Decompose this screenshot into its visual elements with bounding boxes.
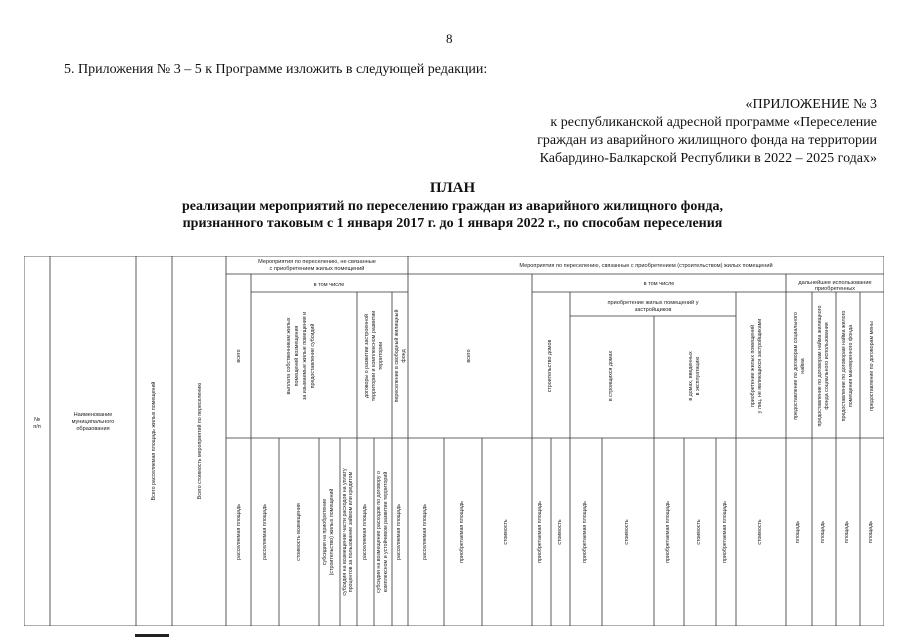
unit-label: стоимость [557, 519, 563, 545]
group-a-sub3: переселение в свободный жилищный [394, 309, 400, 403]
group-b-acq-nondeveloper: у лиц, не являющихся застройщиками [757, 318, 763, 414]
col-total-area-label: Всего расселяемая площадь жилых помещений [151, 381, 157, 501]
group-b-vsego: всего [466, 349, 472, 363]
unit-label: расселяемая площадь [422, 504, 428, 560]
group-a-sub1: за изымаемые жилые помещения и [302, 311, 308, 401]
col-total-cost-label: Всего стоимость мероприятий по переселению [197, 382, 203, 500]
further-social-use-fund: предоставление по договорам найма жилищного [817, 305, 823, 427]
unit-label: субсидия на приобретение [322, 498, 328, 566]
appendix-line: к республиканской адресной программе «Переселение [550, 115, 877, 130]
group-b-construction: строительство домов [547, 339, 553, 393]
appendix-header [457, 96, 877, 168]
unit-label: расселяемая площадь [362, 504, 368, 560]
footnote-rule [135, 634, 169, 637]
group-a-sub1: выплата собственникам жилых [286, 317, 292, 395]
unit-label: стоимость [757, 519, 763, 545]
unit-label: стоимость [503, 519, 509, 545]
page-number: 8 [446, 31, 453, 46]
group-b-acq-commissioned: в домах, введенных [688, 351, 694, 401]
col-name-label: муниципального [71, 419, 115, 425]
group-b-further-use: приобретенных [814, 286, 856, 292]
group-b-header: Мероприятия по переселению, связанные с приобретением (строительством) жилых помещений [519, 263, 773, 269]
group-a-sub1: предоставление субсидий [310, 323, 316, 389]
further-social-rent: найма [800, 358, 806, 374]
unit-label: приобретаемая площадь [459, 501, 465, 563]
unit-label: (строительство) жилых помещений [329, 488, 335, 576]
col-name-label: образования [76, 426, 110, 432]
further-exchange: предоставление по договорам мены [869, 321, 875, 411]
unit-label: расселяемая площадь [396, 504, 402, 560]
group-a-header: Мероприятия по переселению, не связанные [258, 259, 376, 265]
group-a-sub2: договоры о развитии застроенной [364, 313, 370, 399]
unit-label: приобретаемая площадь [665, 501, 671, 563]
unit-label: расселяемая площадь [236, 504, 242, 560]
group-b-acq-commissioned: в эксплуатацию [695, 356, 701, 396]
unit-label: стоимость [624, 519, 630, 545]
group-b-acq-nondeveloper: приобретение жилых помещений [750, 324, 756, 408]
further-maneuver-fund: помещения маневренного фонда [848, 324, 854, 408]
group-a-sub1: помещений возмещения [294, 325, 300, 387]
group-a-sub3: фонд [401, 349, 407, 363]
intro-paragraph: 5. Приложения № 3 – 5 к Программе изложить в следующей редакции: [64, 62, 488, 77]
group-a-vsego: всего [236, 349, 242, 363]
unit-label: субсидия на возмещение части расходов на уплату [342, 468, 348, 596]
unit-label: приобретаемая площадь [722, 501, 728, 563]
unit-label: площадь [844, 520, 850, 544]
unit-label: субсидия на возмещение расходов по договору о [376, 471, 382, 593]
unit-label: площадь [795, 520, 801, 544]
group-b-further-use: дальнейшее использование [798, 280, 872, 286]
group-a-sub2: территории [378, 341, 384, 371]
group-a-in-that: в том числе [313, 282, 345, 288]
unit-label: приобретаемая площадь [537, 501, 543, 563]
unit-label: площадь [868, 520, 874, 544]
plan-subtitle-line2: признанного таковым с 1 января 2017 г. до 1 января 2022 г., по способам переселения [182, 216, 723, 231]
unit-label: стоимость возмещения [296, 503, 302, 561]
group-b-in-that: в том числе [643, 281, 675, 287]
appendix-line: граждан из аварийного жилищного фонда на территории [537, 133, 877, 148]
col-no-label: п/п [33, 424, 41, 430]
further-maneuver-fund: предоставление по договорам найма жилого [841, 310, 847, 422]
group-a-header: с приобретением жилых помещений [269, 266, 365, 272]
further-social-rent: предоставление по договорам социального [793, 312, 799, 420]
plan-table [24, 256, 884, 626]
unit-label: стоимость [696, 519, 702, 545]
group-a-sub2: территории и комплексном развитии [371, 310, 377, 402]
plan-subtitle-line1: реализации мероприятий по переселению граждан из аварийного жилищного фонда, [182, 199, 723, 214]
unit-label: процентов за пользование займом или кредитом [348, 471, 354, 593]
group-b-acquisition: застройщиков [634, 307, 672, 313]
appendix-line: Кабардино-Балкарской Республики в 2022 – 2025 годах» [539, 151, 877, 166]
group-b-acq-building: в строящихся домах [608, 350, 614, 402]
col-name-label: Наименование [73, 412, 113, 418]
unit-label: приобретаемая площадь [582, 501, 588, 563]
plan-title: ПЛАН [429, 180, 476, 196]
plan-table-grid [24, 256, 884, 626]
group-b-acquisition: приобретение жилых помещений у [607, 300, 699, 306]
unit-label: площадь [820, 520, 826, 544]
unit-label: расселяемая площадь [262, 504, 268, 560]
unit-label: комплексном и устойчивом развитии территорий [383, 471, 389, 593]
further-social-use-fund: фонда социального использования [824, 322, 830, 410]
col-no-label: № [33, 417, 41, 423]
appendix-line: «ПРИЛОЖЕНИЕ № 3 [745, 97, 877, 112]
